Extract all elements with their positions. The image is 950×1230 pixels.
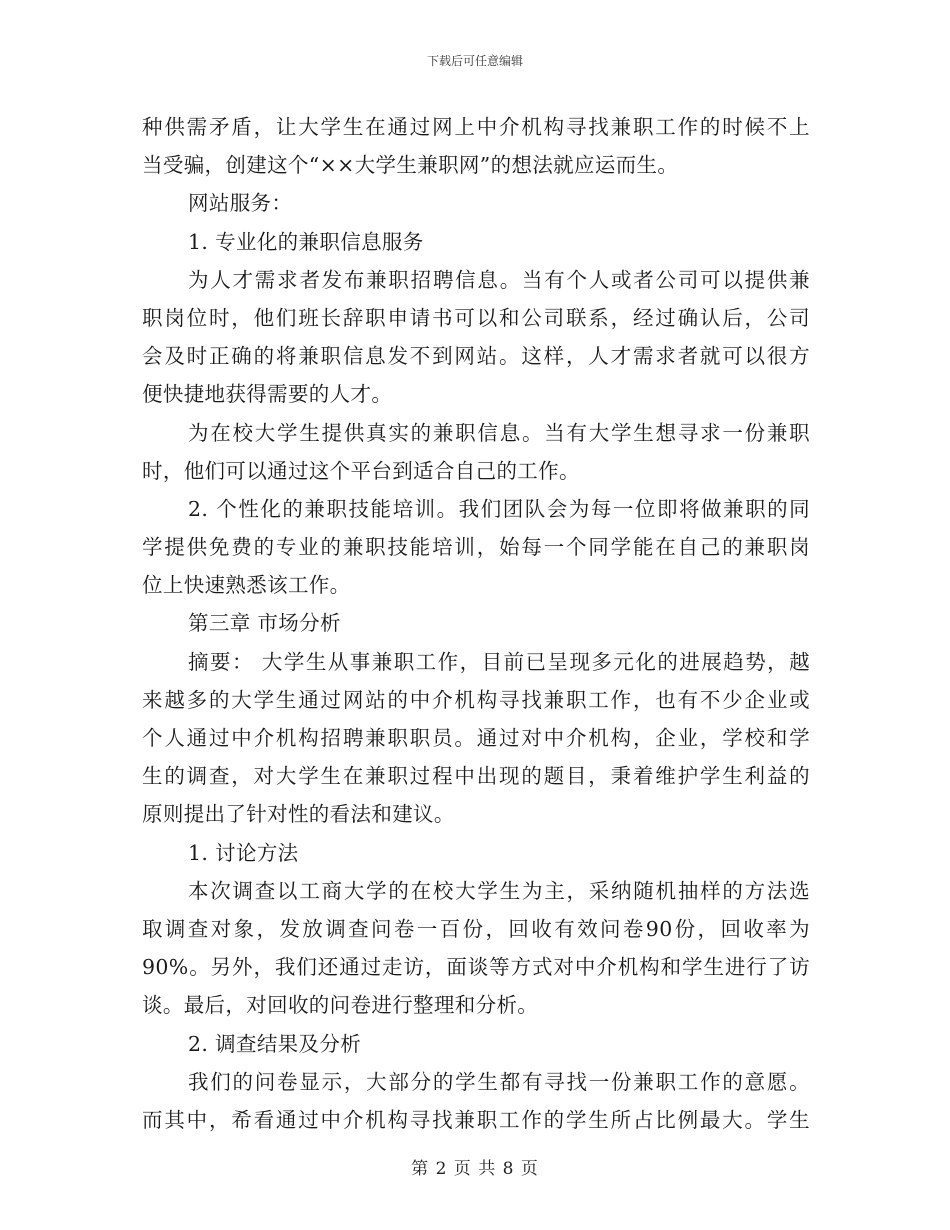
- body-line: 学提供免费的专业的兼职技能培训，始每一个同学能在自己的兼职岗: [142, 535, 810, 560]
- numbered-heading: 1. 专业化的兼职信息服务: [188, 229, 424, 254]
- body-line: 个人通过中介机构招聘兼职职员。通过对中介机构，企业，学校和学: [142, 726, 810, 750]
- section-label: 网站服务：: [188, 191, 293, 216]
- body-line: 2. 个性化的兼职技能培训。我们团队会为每一位即将做兼职的同: [188, 496, 810, 521]
- body-line: 便快捷地获得需要的人才。: [142, 382, 393, 407]
- numbered-heading: 2. 调查结果及分析: [188, 1031, 362, 1056]
- body-line: 为在校大学生提供真实的兼职信息。当有大学生想寻求一份兼职: [188, 420, 810, 445]
- body-line: 90%。另外，我们还通过走访，面谈等方式对中介机构和学生进行了访: [142, 955, 810, 980]
- body-line: 职岗位时，他们班长辞职申请书可以和公司联系，经过确认后，公司: [142, 305, 810, 330]
- body-line: 时，他们可以通过这个平台到适合自己的工作。: [142, 458, 580, 483]
- page-number: 第 2 页 共 8 页: [411, 1159, 539, 1179]
- body-line: 为人才需求者发布兼职招聘信息。当有个人或者公司可以提供兼: [188, 267, 810, 292]
- body-line: 会及时正确的将兼职信息发不到网站。这样，人才需求者就可以很方: [142, 344, 810, 369]
- page-header-note: 下载后可任意编辑: [426, 54, 523, 68]
- body-line: 谈。最后，对回收的问卷进行整理和分析。: [142, 993, 539, 1018]
- numbered-heading: 1. 讨论方法: [188, 840, 299, 865]
- body-line: 而其中，希看通过中介机构寻找兼职工作的学生所占比例最大。学生: [142, 1107, 810, 1132]
- body-line: 原则提出了针对性的看法和建议。: [142, 802, 455, 827]
- body-line: 种供需矛盾，让大学生在通过网上中介机构寻找兼职工作的时候不上: [142, 115, 810, 139]
- chapter-heading: 第三章 市场分析: [188, 611, 341, 636]
- body-line: 摘要： 大学生从事兼职工作，目前已呈现多元化的进展趋势，越: [188, 649, 810, 674]
- body-line: 来越多的大学生通过网站的中介机构寻找兼职工作，也有不少企业或: [142, 687, 810, 712]
- document-body: [142, 108, 810, 1139]
- body-line: 生的调查，对大学生在兼职过程中出现的题目，秉着维护学生利益的: [142, 764, 810, 789]
- body-line: 当受骗，创建这个“××大学生兼职网”的想法就应运而生。: [142, 153, 679, 178]
- body-line: 本次调查以工商大学的在校大学生为主，采纳随机抽样的方法选: [188, 878, 810, 903]
- body-line: 取调查对象，发放调查问卷一百份，回收有效问卷90份，回收率为: [142, 916, 810, 941]
- body-line: 我们的问卷显示，大部分的学生都有寻找一份兼职工作的意愿。: [188, 1069, 810, 1094]
- body-line: 位上快速熟悉该工作。: [142, 573, 351, 598]
